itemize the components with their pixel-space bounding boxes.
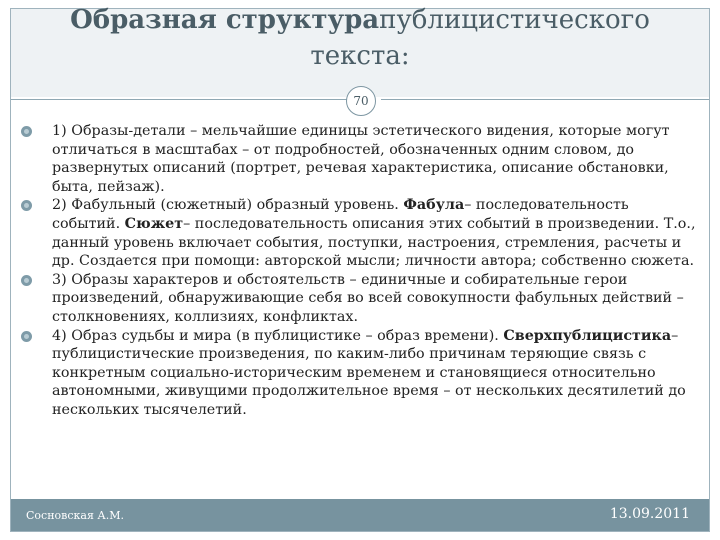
list-item bbox=[20, 196, 700, 270]
title-rest: публицистического bbox=[379, 5, 650, 35]
bullet-icon bbox=[21, 126, 32, 137]
title-line-2: текста: bbox=[310, 41, 410, 71]
item-text: 4) Образ судьбы и мира (в публицистике – образ времени). bbox=[52, 327, 504, 344]
footer-date: 13.09.2011 bbox=[609, 506, 690, 522]
item-text: 3) Образы характеров и обстоятельств – единичные и собирательные герои произведений, обнаруживающие себя во всей совокупности фабульных действий – столкновениях, коллизиях, конфликтах. bbox=[52, 271, 684, 325]
bullet-list bbox=[20, 122, 700, 420]
term: Сюжет bbox=[124, 215, 184, 232]
item-text: 2) Фабульный (сюжетный) образный уровень. bbox=[52, 197, 404, 214]
item-text: 1) Образы-детали – мельчайшие единицы эстетического видения, которые могут отличаться в масштабах – от подробностей, обозначенных одним словом, до развернутых описаний (портрет, речевая характеристика, описание обстановки, быта, пейзаж). bbox=[52, 123, 670, 195]
term: Фабула bbox=[403, 197, 465, 214]
page-number: 70 bbox=[353, 94, 369, 108]
item-text: – публицистические произведения, по каким-либо причинам теряющие связь с конкретным социально-историческим временем и становящиеся относительно автономными, живущими продолжительное время – от нескольких десятилетий до нескольких тысячелетий. bbox=[52, 327, 686, 418]
bullet-icon bbox=[21, 275, 32, 286]
item-text: – последовательность событий. bbox=[52, 197, 629, 232]
title-bold: Образная структура bbox=[70, 5, 380, 35]
slide-title bbox=[0, 2, 720, 74]
page-number-badge bbox=[346, 86, 376, 116]
term: Сверхпублицистика bbox=[503, 327, 672, 344]
footer-author: Сосновская А.М. bbox=[26, 509, 124, 522]
divider-right bbox=[381, 99, 709, 100]
divider-left bbox=[11, 99, 349, 100]
list-item bbox=[20, 327, 700, 420]
item-text: – последовательность описания этих событий в произведении. Т.о., данный уровень включает события, поступки, настроения, стремления, расчеты и др. Создается при помощи: авторской мысли; личности автора; собственно сюжета. bbox=[52, 215, 696, 270]
bullet-icon bbox=[21, 331, 32, 342]
list-item bbox=[20, 122, 700, 196]
bullet-icon bbox=[21, 200, 32, 211]
list-item bbox=[20, 271, 700, 327]
